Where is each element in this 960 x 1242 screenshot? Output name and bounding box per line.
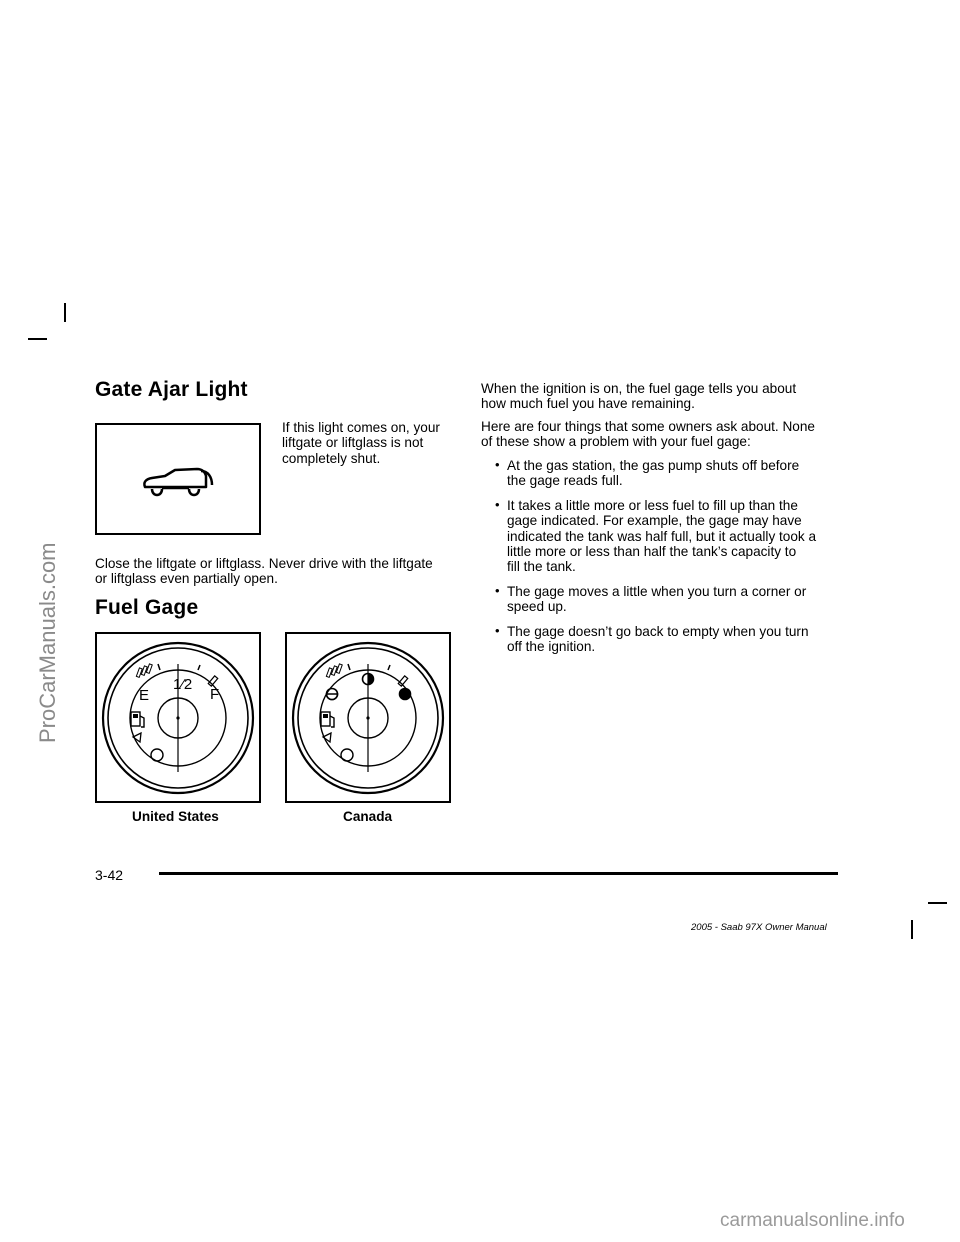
page-number: 3-42 <box>95 867 124 883</box>
footer-rule <box>159 872 838 875</box>
list-item: • The gage moves a little when you turn a corner or speed up. <box>495 582 807 615</box>
gate-ajar-icon-box <box>95 423 261 535</box>
crop-mark <box>64 303 66 322</box>
crop-mark <box>928 902 947 904</box>
caption-united-states: United States <box>132 809 219 824</box>
fuel-gauge-us-dial <box>97 634 259 801</box>
warning-triangle-icon <box>323 733 331 742</box>
low-fuel-light <box>151 749 163 761</box>
gauge-label-f: F <box>210 686 220 703</box>
list-item: • The gage doesn’t go back to empty when you turn off the ignition. <box>495 622 809 655</box>
crop-mark <box>911 920 913 939</box>
gauge-label-half: 1⁄2 <box>173 676 193 693</box>
gauge-label-e: E <box>139 687 150 704</box>
fuel-pump-icon <box>321 712 334 727</box>
vehicle-gate-ajar-icon <box>97 425 259 533</box>
gate-ajar-description: If this light comes on, your liftgate or liftglass is not completely shut. <box>282 420 440 466</box>
fuel-gauge-canada <box>285 632 451 803</box>
empty-symbol-icon <box>327 689 338 700</box>
full-symbol-icon <box>400 689 411 700</box>
side-watermark: ProCarManuals.com <box>35 542 60 743</box>
fuel-gage-bullet-list <box>481 458 861 662</box>
list-item: • It takes a little more or less fuel to fill up than the gage indicated. For example, the gage may have indicated the tank was half full, but it actually took a little more or less than half the tank’s capacity to fill the tank. <box>495 496 817 575</box>
fuel-gage-questions: Here are four things that some owners ask about. None of these show a problem with your fuel gage: <box>481 419 815 450</box>
fuel-pump-icon <box>131 712 144 727</box>
gate-ajar-instructions: Close the liftgate or liftglass. Never drive with the liftgate or liftglass even partially open. <box>95 556 433 587</box>
fuel-gage-heading: Fuel Gage <box>95 596 199 619</box>
bottom-watermark: carmanualsonline.info <box>720 1210 905 1231</box>
caption-canada: Canada <box>343 809 393 824</box>
low-fuel-light <box>341 749 353 761</box>
half-symbol-icon <box>363 674 374 685</box>
warning-triangle-icon <box>133 733 141 742</box>
fuel-gage-intro: When the ignition is on, the fuel gage tells you about how much fuel you have remaining. <box>481 381 797 412</box>
list-item: • At the gas station, the gas pump shuts off before the gage reads full. <box>495 457 800 489</box>
crop-mark <box>28 338 47 340</box>
fuel-gauge-canada-dial <box>287 634 449 801</box>
fuel-gauge-us <box>95 632 261 803</box>
edition-label: 2005 - Saab 97X Owner Manual <box>691 922 827 933</box>
gate-ajar-heading: Gate Ajar Light <box>95 378 248 401</box>
